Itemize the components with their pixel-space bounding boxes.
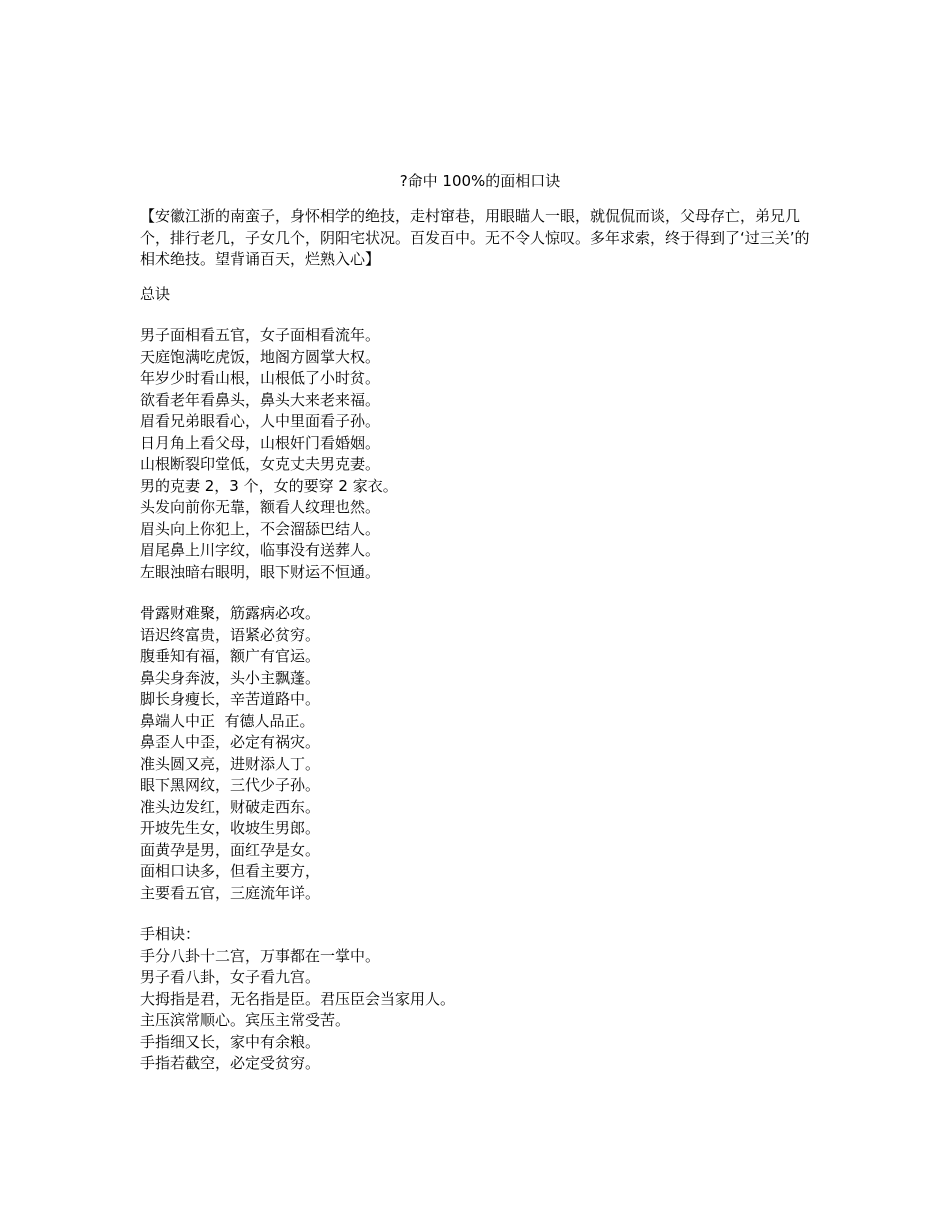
- verse-line: 手指若截空，必定受贫穷。: [140, 1054, 321, 1072]
- verse-line: 日月角上看父母，山根奸门看婚姻。: [140, 433, 381, 452]
- verse-block-short: [140, 603, 820, 904]
- verse-line: 准头边发红，财破走西东。: [140, 797, 321, 816]
- verse-line: 左眼浊暗右眼明，眼下财运不恒通。: [140, 562, 381, 581]
- verse-line: 骨露财难聚，筋露病必攻。: [140, 604, 321, 622]
- verse-block-general: [140, 325, 820, 583]
- verse-line: 鼻端人中正 有德人品正。: [140, 711, 315, 730]
- verse-line: 主压滨常顺心。宾压主常受苦。: [140, 1011, 351, 1029]
- document-page: [140, 170, 820, 1095]
- verse-line: 鼻歪人中歪，必定有祸灾。: [140, 733, 321, 751]
- verse-line: 面相口诀多，但看主要方，: [140, 862, 321, 880]
- document-title: ?命中 100%的面相口诀: [399, 172, 561, 190]
- verse-line: 男子看八卦，女子看九宫。: [140, 968, 321, 986]
- verse-line: 主要看五官，三庭流年详。: [140, 883, 321, 902]
- verse-line: 男的克妻 2，3 个，女的要穿 2 家衣。: [140, 476, 398, 495]
- verse-line: 面黄孕是男，面红孕是女。: [140, 840, 321, 859]
- verse-line: 眉尾鼻上川字纹，临事没有送葬人。: [140, 541, 381, 559]
- verse-line: 大拇指是君，无名指是臣。君压臣会当家用人。: [140, 989, 456, 1008]
- verse-block-palmistry: [140, 924, 820, 1075]
- verse-line: 欲看老年看鼻头，鼻头大来老来福。: [140, 390, 381, 409]
- verse-line: 手分八卦十二宫，万事都在一掌中。: [140, 946, 381, 965]
- verse-line: 准头圆又亮，进财添人丁。: [140, 754, 321, 773]
- verse-line: 年岁少时看山根，山根低了小时贫。: [140, 369, 381, 387]
- verse-line: 眉头向上你犯上，不会溜舔巴结人。: [140, 519, 381, 538]
- verse-line: 脚长身瘦长，辛苦道路中。: [140, 690, 321, 708]
- verse-line: 鼻尖身奔波，头小主飘蓬。: [140, 668, 321, 687]
- verse-line: 腹垂知有福，额广有官运。: [140, 647, 321, 665]
- verse-line: 山根断裂印堂低，女克丈夫男克妻。: [140, 455, 381, 473]
- verse-line: 眉看兄弟眼看心，人中里面看子孙。: [140, 412, 381, 430]
- verse-line: 天庭饱满吃虎饭，地阁方圆掌大权。: [140, 347, 381, 366]
- palmistry-heading: 手相诀：: [140, 925, 201, 943]
- verse-line: 手指细又长，家中有余粮。: [140, 1032, 321, 1051]
- verse-line: 语迟终富贵，语紧必贫穷。: [140, 625, 321, 644]
- verse-line: 男子面相看五官，女子面相看流年。: [140, 326, 381, 344]
- verse-line: 头发向前你无靠，额看人纹理也然。: [140, 498, 381, 516]
- verse-line: 开坡先生女，收坡生男郎。: [140, 819, 321, 837]
- section-heading: 总诀: [140, 284, 171, 303]
- intro-paragraph: 【安徽江浙的南蛮子，身怀相学的绝技，走村窜巷，用眼瞄人一眼，就侃侃而谈，父母存亡，弟兄几个，排行老几，子女几个，阴阳宅状况。百发百中。无不令人惊叹。多年求索，终于得到了‘过三关’的相术绝技。望背诵百天，烂熟入心】: [140, 207, 810, 268]
- verse-line: 眼下黑网纹，三代少子孙。: [140, 776, 321, 794]
